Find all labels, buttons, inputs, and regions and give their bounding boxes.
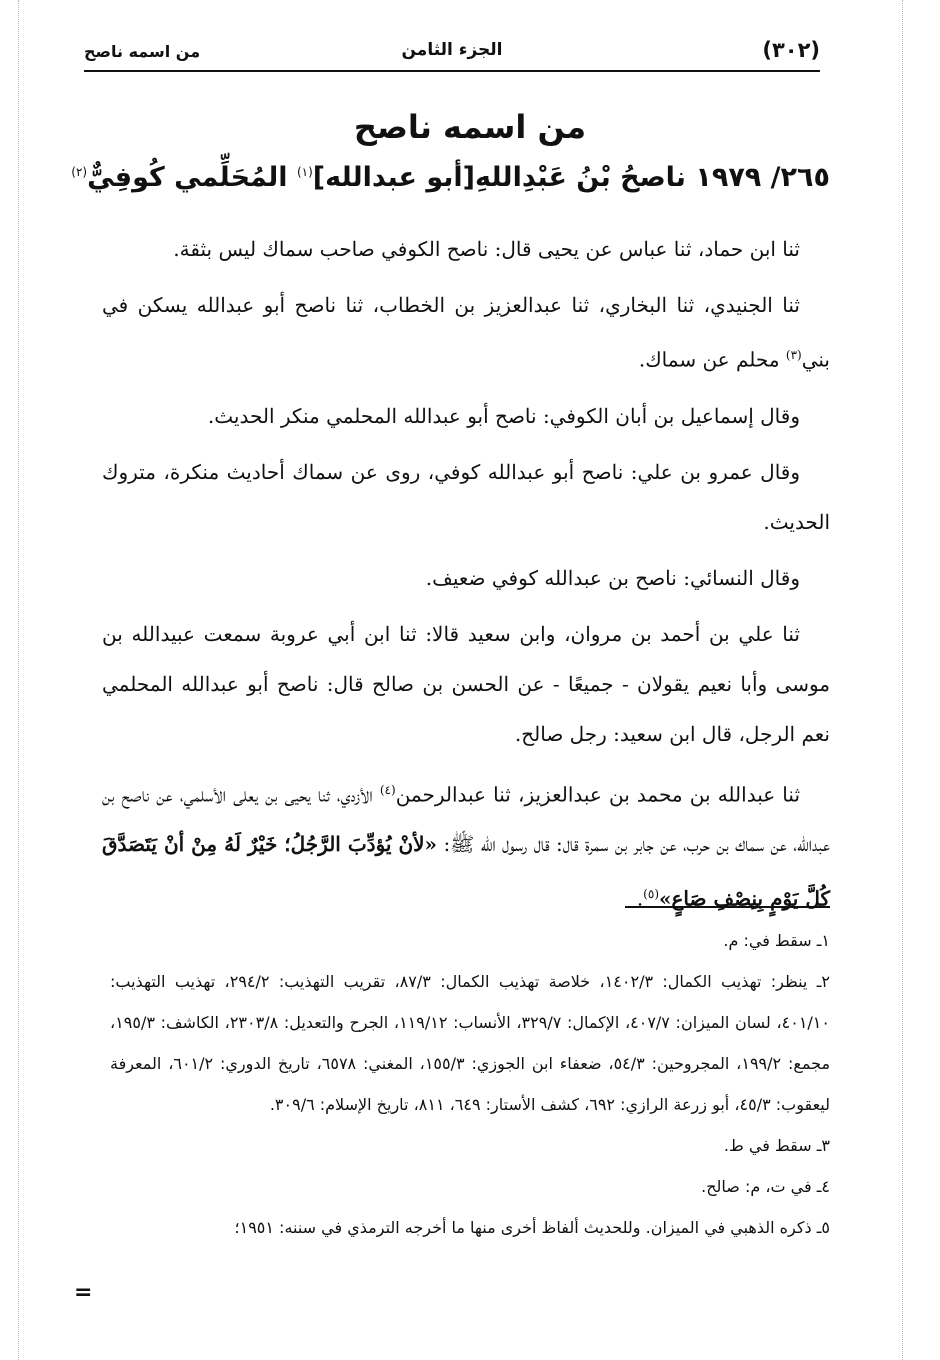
entry-nisba: المُحَلِّمي كُوفِيٌّ <box>87 162 288 193</box>
paragraph: ثنا علي بن أحمد بن مروان، وابن سعيد قالا: ثنا ابن أبي عروبة سمعت عبيدالله بن موسى وأبا نعيم يقولان - جميعًا - عن الحسن بن صالح قال: ناصح أبو عبدالله المحلمي نعم الرجل، قال ابن سعيد: رجل صالح. <box>102 621 830 746</box>
entry-number: ٢٦٥/ ١٩٧٩ <box>695 162 830 193</box>
footnote: ١ـ سقط في: م. <box>723 931 830 950</box>
footnote-ref: (١) <box>296 165 313 179</box>
running-title: من اسمه ناصح <box>84 42 201 61</box>
paragraph: ثنا الجنيدي، ثنا البخاري، ثنا عبدالعزيز بن الخطاب، ثنا ناصح أبو عبدالله يسكن في بني$^{(٣)}$ محلم عن سماك. <box>102 293 830 372</box>
margin-dotted-line <box>902 0 904 1360</box>
section-title: من اسمه ناصح <box>353 108 587 146</box>
paragraph: ثنا ابن حماد، ثنا عباس عن يحيى قال: ناصح الكوفي صاحب سماك ليس بثقة. <box>173 237 800 261</box>
footnote-ref: (٣) <box>785 348 802 362</box>
page-header <box>84 36 820 72</box>
paragraph: وقال إسماعيل بن أبان الكوفي: ناصح أبو عبدالله المحلمي منكر الحديث. <box>207 403 800 428</box>
footnote: ٢ـ ينظر: تهذيب الكمال: ١٤٠٢/٣، خلاصة تهذيب الكمال: ٨٧/٣، تقريب التهذيب: ٢٩٤/٢، تهذيب التهذيب: ٤٠١/١٠، لسان الميزان: ٤٠٧/٧، الإكمال: ٣٢٩/٧، الأنساب: ١١٩/١٢، الجرح والتعديل: ٢٣٠٣/٨، الكاشف: ١٩٥/٣، مجمع: ١٩٩/٢، المجروحين: ٥٤/٣، ضعفاء ابن الجوزي: ١٥٥/٣، المغني: ٦٥٧٨، تاريخ الدوري: ٦٠١/٢، المعرفة ليعقوب: ٤٥/٣، أبو زرعة الرازي: ٦٩٢، كشف الأستار: ٦٤٩، ٨١١، تاريخ الإسلام: ٣٠٩/٦. <box>110 972 831 1114</box>
paragraph: وقال عمرو بن علي: ناصح أبو عبدالله كوفي، روى عن سماك أحاديث منكرة، متروك الحديث. <box>102 459 830 534</box>
footnote: ٤ـ في ت، م: صالح. <box>701 1177 830 1196</box>
hadith-text: «لأنْ يُؤدِّبَ الرَّجُلُ؛ خَيْرٌ لَهُ مِنْ أنْ يَتَصَدَّقَ كُلَّ يَوْمٍ بِنِصْفِ صَاعٍ» <box>102 832 830 911</box>
footnotes <box>110 920 830 1248</box>
margin-dotted-line <box>18 0 20 1360</box>
part-label: الجزء الثامن <box>401 40 503 60</box>
main-text <box>102 224 830 930</box>
entry-heading <box>71 162 830 193</box>
footnote: ٥ـ ذكره الذهبي في الميزان. وللحديث ألفاظ أخرى منها ما أخرجه الترمذي في سننه: ١٩٥١؛ <box>234 1218 830 1237</box>
entry-name: ناصحُ بْنُ عَبْدِاللهِ <box>475 162 686 193</box>
footnote: ٣ـ سقط في ط. <box>723 1136 830 1155</box>
page-number: (٣٠٢) <box>762 38 820 62</box>
entry-bracket: [أبو عبدالله] <box>312 162 476 193</box>
footnote-ref: (٥) <box>643 887 659 902</box>
footnote-ref: (٤) <box>379 782 396 797</box>
paragraph: وقال النسائي: ناصح بن عبدالله كوفي ضعيف. <box>425 565 800 590</box>
footnote-ref: (٢) <box>71 165 88 179</box>
paragraph: ثنا عبدالله بن محمد بن عبدالعزيز، ثنا عبدالرحمن$^{(٤)}$ الأزدي، ثنا يحيى بن يعلى الأسلمي، عن ناصح بن عبدالله، عن سماك بن حرب، عن جابر بن سمرة قال: قال رسول الله ﷺ: «لأنْ يُؤدِّبَ الرَّجُلُ؛ خَيْرٌ لَهُ مِنْ أنْ يَتَصَدَّقَ كُلَّ يَوْمٍ بِنِصْفِ صَاعٍ»$^{(٥)}$. <box>102 782 830 911</box>
footnote-separator <box>625 906 830 908</box>
continuation-mark: = <box>74 1280 93 1305</box>
